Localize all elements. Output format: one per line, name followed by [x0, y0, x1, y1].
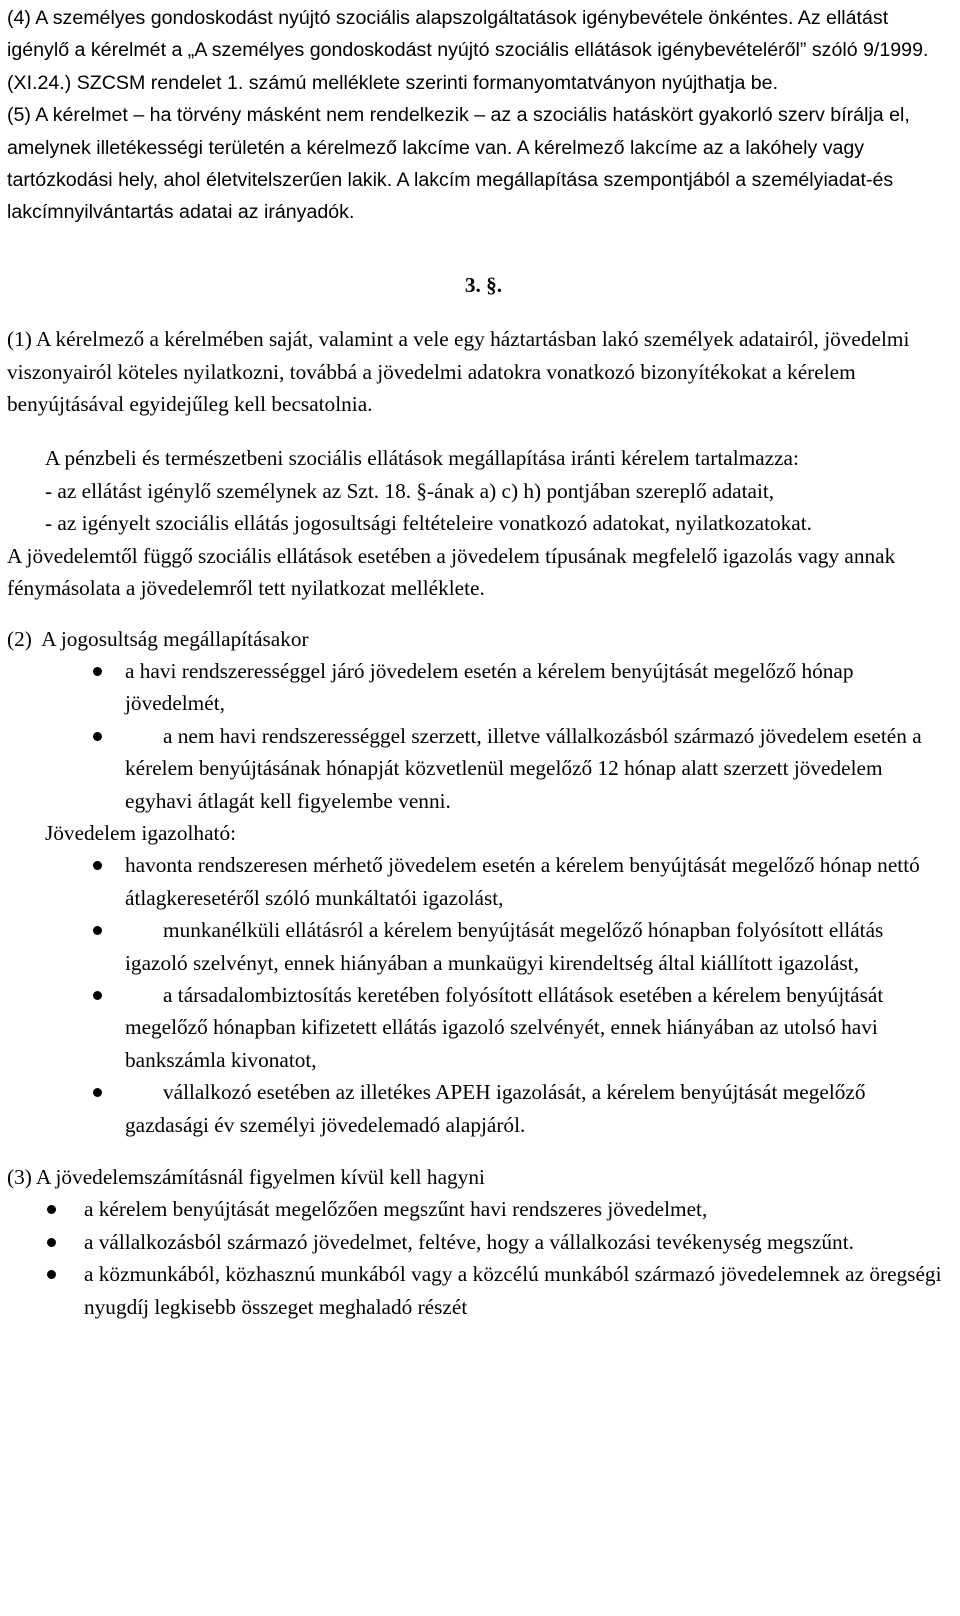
paragraph-4: (4) A személyes gondoskodást nyújtó szociális alapszolgáltatások igénybevétele önkéntes. Az ellátást igénylő a kérelmét a „A személyes gondoskodást nyújtó szociális ellátások igénybevételéről” szóló 9/1999.(XI.24.) SZCSM rendelet 1. számú melléklete szerinti formanyomtatványon nyújthatja be. — [7, 7, 929, 94]
bullet-icon — [47, 1270, 56, 1279]
s3-paragraph-2-item-2: - az igényelt szociális ellátás jogosultsági feltételeire vonatkozó adatokat, nyilatkozatokat. — [45, 511, 812, 536]
s3-paragraph-4-list — [7, 655, 948, 817]
bullet-icon — [47, 1238, 56, 1247]
bullet-icon — [93, 861, 102, 870]
list-item: a kérelem benyújtását megelőzően megszűnt havi rendszeres jövedelmet, — [7, 1193, 948, 1225]
s3-paragraph-6-list — [7, 1193, 948, 1323]
s3-paragraph-6-intro: (3) A jövedelemszámításnál figyelmen kívül kell hagyni — [7, 1165, 485, 1189]
bullet-icon — [93, 926, 102, 935]
bullet-icon — [93, 667, 102, 676]
list-item: a közmunkából, közhasznú munkából vagy a közcélú munkából származó jövedelemnek az öregségi nyugdíj legkisebb összeget meghaladó részét — [7, 1258, 948, 1323]
s3-paragraph-1: (1) A kérelmező a kérelmében saját, valamint a vele egy háztartásban lakó személyek adatairól, jövedelmi viszonyairól köteles nyilatkozni, továbbá a jövedelmi adatokra vonatkozó bizonyítékokat a kérelem benyújtásával egyidejűleg kell becsatolnia. — [7, 327, 910, 417]
s3-paragraph-2-intro: A pénzbeli és természetbeni szociális ellátások megállapítása iránti kérelem tartalmazza: — [45, 446, 799, 471]
s3-paragraph-2-item-1: - az ellátást igénylő személynek az Szt. 18. §-ának a) c) h) pontjában szereplő adatait, — [45, 478, 775, 503]
list-item: a nem havi rendszerességgel szerzett, illetve vállalkozásból származó jövedelem esetén a kérelem benyújtásának hónapját közvetlenül megelőző 12 hónap alatt szerzett jövedelem egyhavi átlagát kell figyelembe venni. — [7, 720, 948, 817]
s3-paragraph-5-intro: Jövedelem igazolható: — [45, 820, 237, 845]
bullet-icon — [47, 1205, 56, 1214]
s3-paragraph-4-intro: (2) A jogosultság megállapításakor — [7, 626, 309, 651]
bullet-icon — [93, 1088, 102, 1097]
paragraph-5: (5) A kérelmet – ha törvény másként nem rendelkezik – az a szociális hatáskört gyakorló szerv bírálja el, amelynek illetékességi területén a kérelmező lakcíme van. A kérelmező lakcíme az a lakóhely vagy tartózkodási hely, ahol életvitelszerűen lakik. A lakcím megállapítása szempontjából a személyiadat-és lakcímnyilvántartás adatai az irányadók. — [7, 104, 910, 224]
list-item: a vállalkozásból származó jövedelmet, feltéve, hogy a vállalkozási tevékenység megszűnt. — [7, 1226, 948, 1258]
s3-paragraph-5-list — [7, 849, 948, 1141]
s3-paragraph-3: A jövedelemtől függő szociális ellátások esetében a jövedelem típusának megfelelő igazolás vagy annak fénymásolata a jövedelemről tett nyilatkozat melléklete. — [7, 543, 896, 601]
list-item: a havi rendszerességgel járó jövedelem esetén a kérelem benyújtását megelőző hónap jövedelmét, — [7, 655, 948, 720]
bullet-icon — [93, 991, 102, 1000]
list-item: a társadalombiztosítás keretében folyósított ellátások esetében a kérelem benyújtását megelőző hónapban kifizetett ellátás igazoló szelvényét, ennek hiányában az utolsó havi bankszámla kivonatot, — [7, 979, 948, 1076]
list-item: vállalkozó esetében az illetékes APEH igazolását, a kérelem benyújtását megelőző gazdasági év személyi jövedelemadó alapjáról. — [7, 1076, 948, 1141]
s3-paragraph-2 — [7, 442, 948, 539]
list-item: havonta rendszeresen mérhető jövedelem esetén a kérelem benyújtását megelőző hónap nettó átlagkeresetéről szóló munkáltatói igazolást, — [7, 849, 948, 914]
list-item: munkanélküli ellátásról a kérelem benyújtását megelőző hónapban folyósított ellátás igazoló szelvényt, ennek hiányában a munkaügyi kirendeltség által kiállított igazolást, — [7, 914, 948, 979]
section-heading: 3. §. — [464, 272, 503, 297]
bullet-icon — [93, 732, 102, 741]
